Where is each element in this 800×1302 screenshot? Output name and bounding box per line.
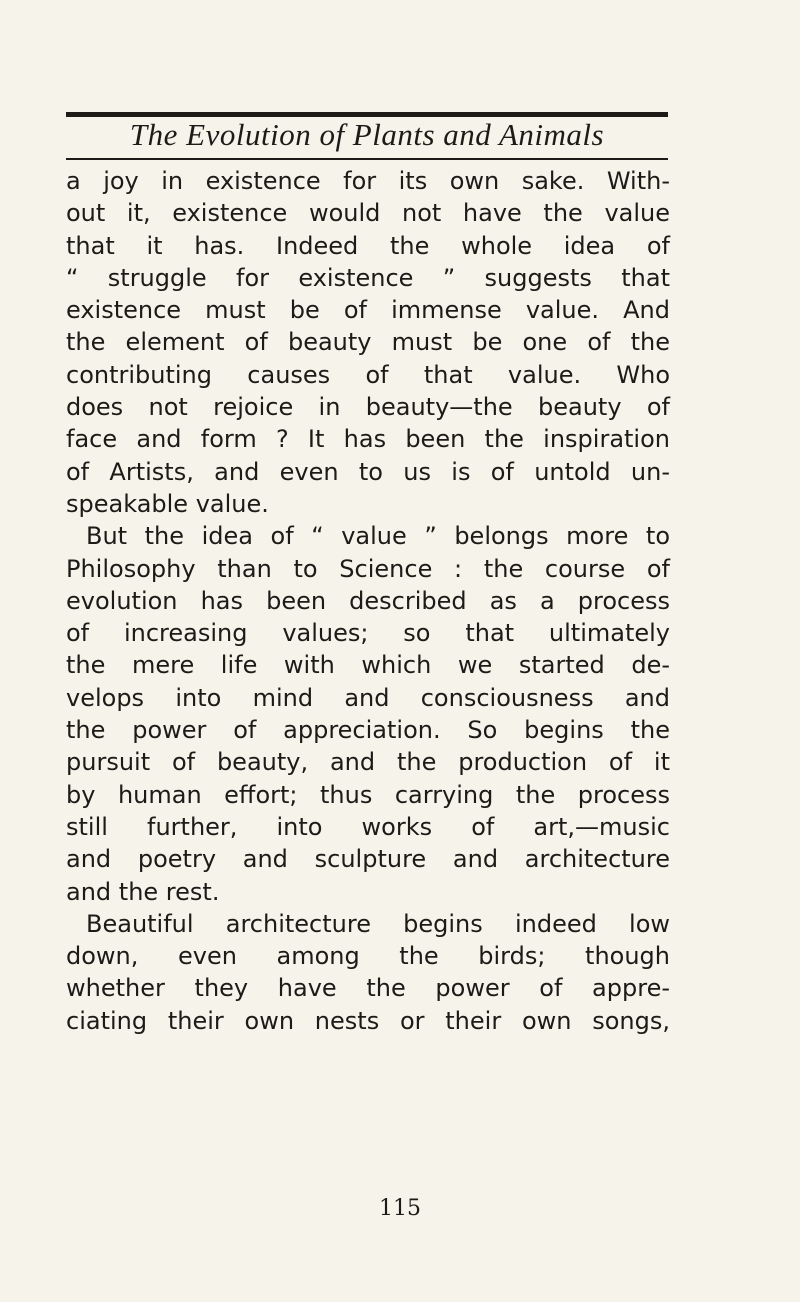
text-line: down, even among the birds; though (66, 942, 670, 971)
text-line: the mere life with which we started de- (66, 651, 670, 680)
text-line: still further, into works of art,—music (66, 812, 670, 841)
header-rule-bottom (66, 158, 668, 160)
text-line: “ struggle for existence ” suggests that (66, 263, 670, 292)
text-line: evolution has been described as a process (66, 586, 670, 615)
text-line: Beautiful architecture begins indeed low (86, 909, 670, 938)
text-line: But the idea of “ value ” belongs more to (86, 522, 670, 551)
text-line: that it has. Indeed the whole idea of (66, 231, 670, 260)
text-line: Philosophy than to Science : the course of (66, 554, 670, 583)
text-line: does not rejoice in beauty—the beauty of (66, 393, 670, 422)
text-line: ciating their own nests or their own songs, (66, 1006, 670, 1035)
text-line: velops into mind and consciousness and (66, 683, 670, 712)
text-line: existence must be of immense value. And (66, 296, 670, 325)
text-line: out it, existence would not have the value (66, 199, 670, 228)
text-line: and poetry and sculpture and architecture (66, 845, 670, 874)
text-line: the power of appreciation. So begins the (66, 716, 670, 745)
running-head: The Evolution of Plants and Animals (129, 117, 605, 152)
text-line: the element of beauty must be one of the (66, 328, 670, 357)
body-text (66, 165, 670, 1037)
text-line: contributing causes of that value. Who (66, 360, 670, 389)
text-line: by human effort; thus carrying the process (66, 780, 670, 809)
text-line: of Artists, and even to us is of untold un- (66, 457, 670, 486)
text-line: a joy in existence for its own sake. With- (66, 167, 670, 195)
page-number: 115 (379, 1196, 421, 1221)
text-line: face and form ? It has been the inspiration (66, 425, 670, 454)
text-line: pursuit of beauty, and the production of it (66, 748, 670, 777)
text-line: speakable value. (66, 489, 269, 518)
text-line: of increasing values; so that ultimately (66, 619, 670, 648)
text-line: whether they have the power of appre- (66, 974, 670, 1003)
text-line: and the rest. (66, 877, 220, 906)
